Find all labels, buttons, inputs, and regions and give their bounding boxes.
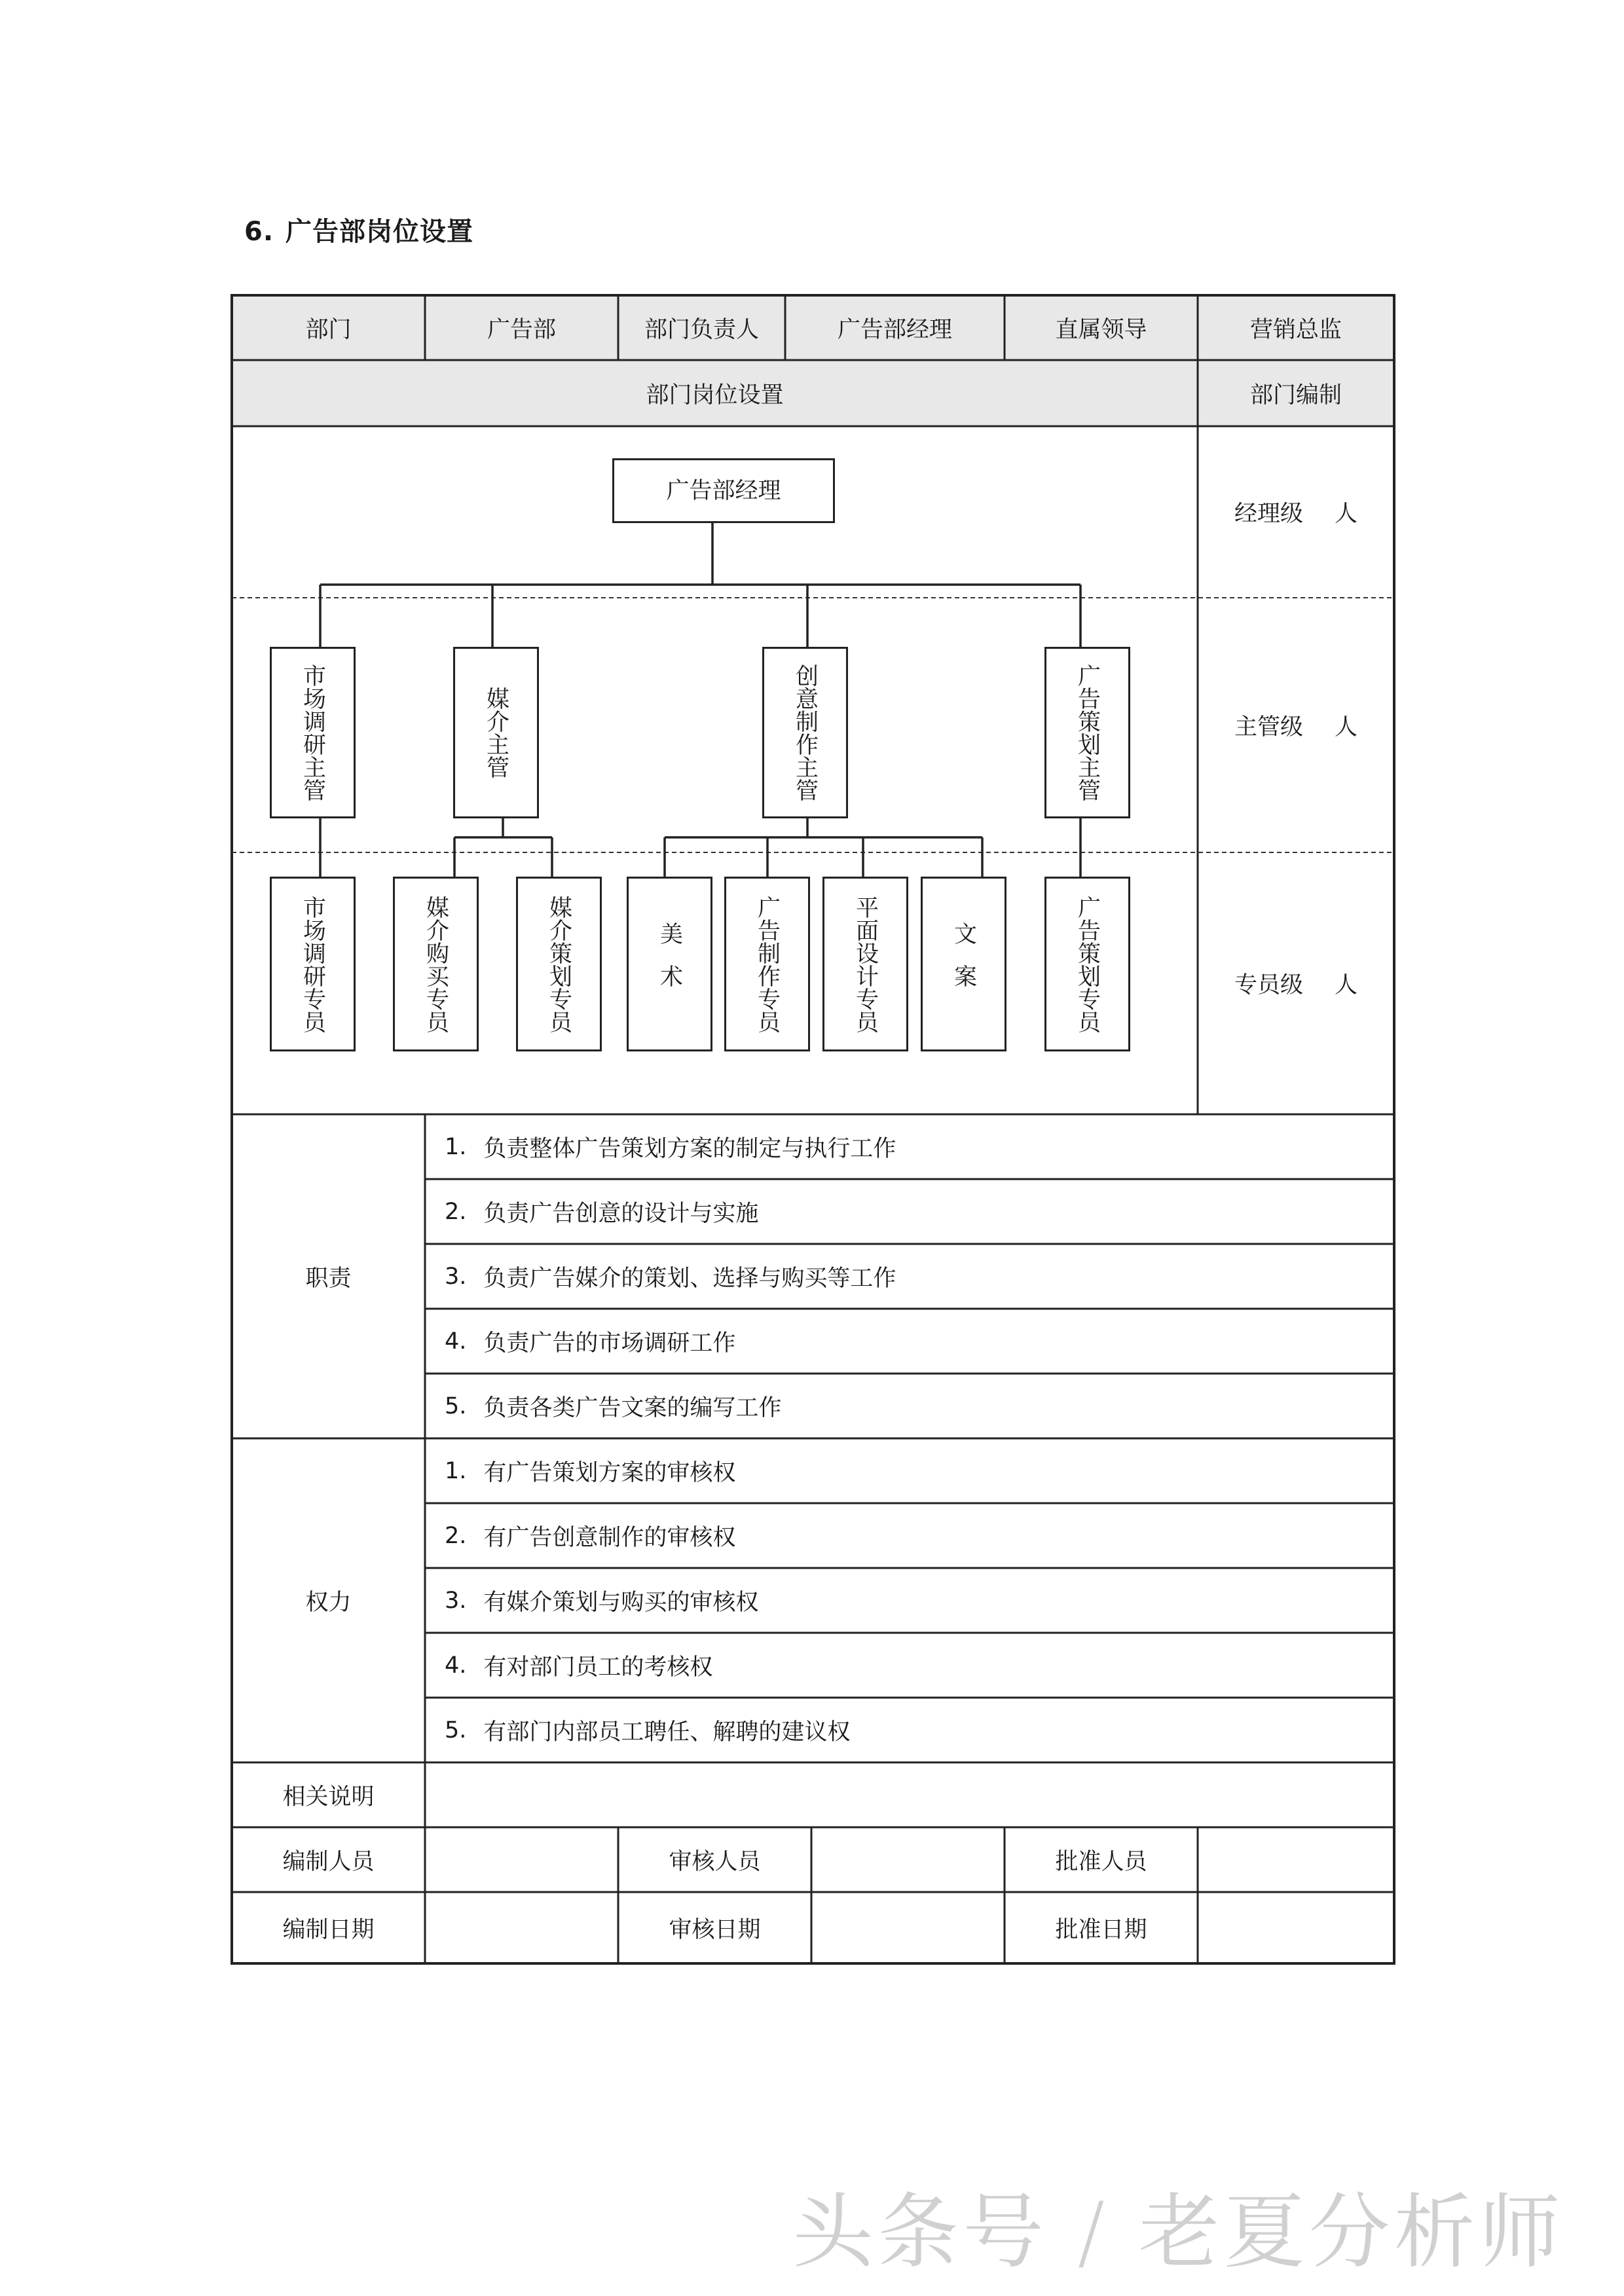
compiler-label: 编制人员 — [282, 1848, 375, 1875]
notes-value[interactable] — [425, 1762, 1394, 1827]
approve-date-label: 批准日期 — [1055, 1916, 1147, 1943]
dept-value: 广告部 — [487, 316, 556, 343]
power-item: 5. 有部门内部员工聘任、解聘的建议权 — [445, 1717, 851, 1745]
staffing-level-label: 主管级 — [1234, 714, 1303, 740]
org-manager-box: 广告部经理 — [612, 458, 835, 523]
powers-label: 权力 — [305, 1589, 352, 1616]
section-number: 6. — [244, 217, 274, 247]
staffing-supervisor-level — [1198, 598, 1394, 852]
compile-date-label: 编制日期 — [282, 1916, 375, 1943]
direct-leader-label: 直属领导 — [1055, 316, 1147, 343]
dept-label: 部门 — [305, 316, 352, 343]
staffing-specialist-level — [1198, 852, 1394, 1114]
staffing-manager-level — [1198, 426, 1394, 598]
org-supervisor-market-research: 市场调研主管 — [270, 647, 356, 818]
positions-heading: 部门岗位设置 — [646, 382, 784, 409]
review-date-label: 审核日期 — [669, 1916, 761, 1943]
approve-date-value[interactable] — [1198, 1892, 1394, 1963]
staffing-unit: 人 — [1335, 714, 1358, 740]
duties-label: 职责 — [305, 1265, 352, 1292]
duty-item: 1. 负责整体广告策划方案的制定与执行工作 — [445, 1133, 896, 1162]
org-specialist-media-buying: 媒介购买专员 — [393, 877, 479, 1051]
duty-item: 3. 负责广告媒介的策划、选择与购买等工作 — [445, 1263, 896, 1292]
approver-value[interactable] — [1198, 1827, 1394, 1892]
dept-head-value: 广告部经理 — [837, 316, 952, 343]
staffing-heading: 部门编制 — [1249, 382, 1342, 409]
staffing-level-label: 经理级 — [1234, 501, 1303, 527]
power-item: 3. 有媒介策划与购买的审核权 — [445, 1587, 759, 1616]
org-supervisor-media: 媒介主管 — [453, 647, 539, 818]
staffing-level-label: 专员级 — [1234, 972, 1303, 998]
dept-head-label: 部门负责人 — [644, 316, 759, 343]
org-specialist-market-research: 市场调研专员 — [270, 877, 356, 1051]
staffing-unit: 人 — [1335, 501, 1358, 527]
org-supervisor-planning: 广告策划主管 — [1044, 647, 1130, 818]
power-item: 4. 有对部门员工的考核权 — [445, 1652, 713, 1681]
org-specialist-art: 美术 — [627, 877, 712, 1051]
duty-item: 2. 负责广告创意的设计与实施 — [445, 1198, 759, 1227]
org-specialist-copywriting: 文案 — [921, 877, 1006, 1051]
org-specialist-ad-production: 广告制作专员 — [724, 877, 810, 1051]
compile-date-value[interactable] — [425, 1892, 618, 1963]
power-item: 1. 有广告策划方案的审核权 — [445, 1457, 736, 1486]
watermark: 头条号 / 老夏分析师 — [792, 2185, 1564, 2280]
compiler-value[interactable] — [425, 1827, 618, 1892]
staffing-unit: 人 — [1335, 972, 1358, 998]
duty-item: 4. 负责广告的市场调研工作 — [445, 1328, 736, 1357]
notes-label: 相关说明 — [282, 1783, 375, 1810]
duty-item: 5. 负责各类广告文案的编写工作 — [445, 1393, 782, 1421]
org-specialist-ad-planning: 广告策划专员 — [1044, 877, 1130, 1051]
org-supervisor-creative: 创意制作主管 — [762, 647, 848, 818]
org-specialist-graphic-design: 平面设计专员 — [822, 877, 908, 1051]
section-title: 广告部岗位设置 — [286, 217, 474, 247]
reviewer-label: 审核人员 — [669, 1848, 761, 1875]
approver-label: 批准人员 — [1055, 1848, 1147, 1875]
review-date-value[interactable] — [811, 1892, 1005, 1963]
direct-leader-value: 营销总监 — [1249, 316, 1342, 343]
org-specialist-media-planning: 媒介策划专员 — [516, 877, 602, 1051]
power-item: 2. 有广告创意制作的审核权 — [445, 1522, 736, 1551]
reviewer-value[interactable] — [811, 1827, 1005, 1892]
